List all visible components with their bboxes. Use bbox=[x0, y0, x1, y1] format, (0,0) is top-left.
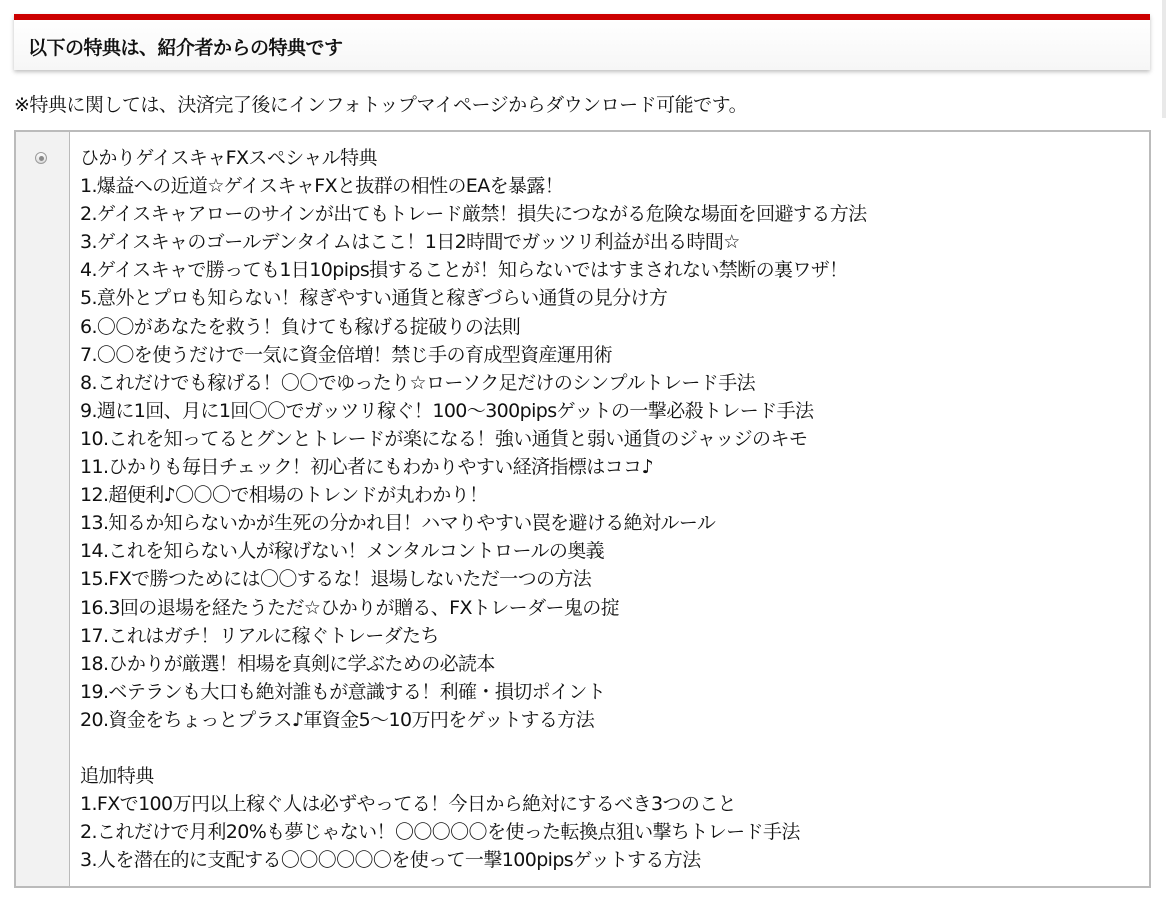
bonus-list-item: 2.ゲイスキャアローのサインが出てもトレード厳禁！損失につながる危険な場面を回避する方法 bbox=[80, 203, 867, 226]
bonus-list-item: 16.3回の退場を経たうただ☆ひかりが贈る、FXトレーダー鬼の掟 bbox=[80, 596, 620, 619]
section-header-title: 以下の特典は、紹介者からの特典です bbox=[28, 37, 343, 59]
extra-bonus-item-list bbox=[80, 790, 1143, 874]
bonus-list-item: 13.知るか知らないかが生死の分かれ目！ハマりやすい罠を避ける絶対ルール bbox=[80, 512, 716, 535]
download-notice: ※特典に関しては、決済完了後にインフォトップマイページからダウンロード可能です。 bbox=[14, 94, 748, 116]
extra-bonus-list-item: 3.人を潜在的に支配する〇〇〇〇〇〇を使って一撃100pipsゲットする方法 bbox=[80, 849, 701, 872]
bonus-list-gap bbox=[80, 734, 1143, 762]
bonus-list-item: 7.〇〇を使うだけで一気に資金倍増！禁じ手の育成型資産運用術 bbox=[80, 343, 613, 366]
extra-bonus-title: 追加特典 bbox=[80, 764, 154, 787]
bonus-table bbox=[14, 130, 1151, 888]
bonus-list-item: 20.資金をちょっとプラス♪軍資金5～10万円をゲットする方法 bbox=[80, 708, 595, 731]
extra-bonus-list-item: 1.FXで100万円以上稼ぐ人は必ずやってる！今日から絶対にするべき3つのこと bbox=[80, 793, 737, 816]
bonus-select-cell bbox=[16, 132, 70, 886]
bonus-content bbox=[80, 144, 1143, 874]
bonus-list-item: 1.爆益への近道☆ゲイスキャFXと抜群の相性のEAを暴露！ bbox=[80, 175, 564, 198]
bonus-list-item: 17.これはガチ！リアルに稼ぐトレーダたち bbox=[80, 624, 439, 647]
bonus-list-item: 5.意外とプロも知らない！稼ぎやすい通貨と稼ぎづらい通貨の見分け方 bbox=[80, 287, 668, 310]
bonus-list-item: 10.これを知ってるとグンとトレードが楽になる！強い通貨と弱い通貨のジャッジのキモ bbox=[80, 427, 808, 450]
bonus-list-item: 6.〇〇があなたを救う！負けても稼げる掟破りの法則 bbox=[80, 315, 521, 338]
bonus-list-item: 8.これだけでも稼げる！〇〇でゆったり☆ローソク足だけのシンプルトレード手法 bbox=[80, 371, 755, 394]
bonus-list-item: 15.FXで勝つためには〇〇するな！退場しないただ一つの方法 bbox=[80, 568, 592, 591]
bonus-radio-button[interactable] bbox=[35, 152, 47, 164]
bonus-list-item: 4.ゲイスキャで勝っても1日10pips損することが！知らないではすまされない禁断の裏ワザ！ bbox=[80, 259, 848, 282]
scrollbar-edge[interactable] bbox=[1162, 0, 1166, 118]
bonus-list-item: 19.ベテランも大口も絶対誰もが意識する！利確・損切ポイント bbox=[80, 680, 606, 703]
section-header bbox=[14, 14, 1150, 70]
bonus-list-item: 11.ひかりも毎日チェック！初心者にもわかりやすい経済指標はココ♪ bbox=[80, 456, 653, 479]
radio-selected-dot bbox=[39, 156, 44, 161]
bonus-title: ひかりゲイスキャFXスペシャル特典 bbox=[80, 147, 377, 169]
bonus-list-item: 3.ゲイスキャのゴールデンタイムはここ！1日2時間でガッツリ利益が出る時間☆ bbox=[80, 231, 740, 254]
bonus-list-item: 14.これを知らない人が稼げない！メンタルコントロールの奥義 bbox=[80, 540, 605, 563]
bonus-list-item: 18.ひかりが厳選！相場を真剣に学ぶための必読本 bbox=[80, 652, 495, 675]
extra-bonus-list-item: 2.これだけで月利20%も夢じゃない！〇〇〇〇〇を使った転換点狙い撃ちトレード手法 bbox=[80, 821, 800, 844]
bonus-item-list bbox=[80, 172, 1143, 734]
bonus-list-item: 9.週に1回、月に1回〇〇でガッツリ稼ぐ！100～300pipsゲットの一撃必殺トレード手法 bbox=[80, 399, 814, 422]
bonus-list-item: 12.超便利♪〇〇〇で相場のトレンドが丸わかり！ bbox=[80, 484, 488, 507]
